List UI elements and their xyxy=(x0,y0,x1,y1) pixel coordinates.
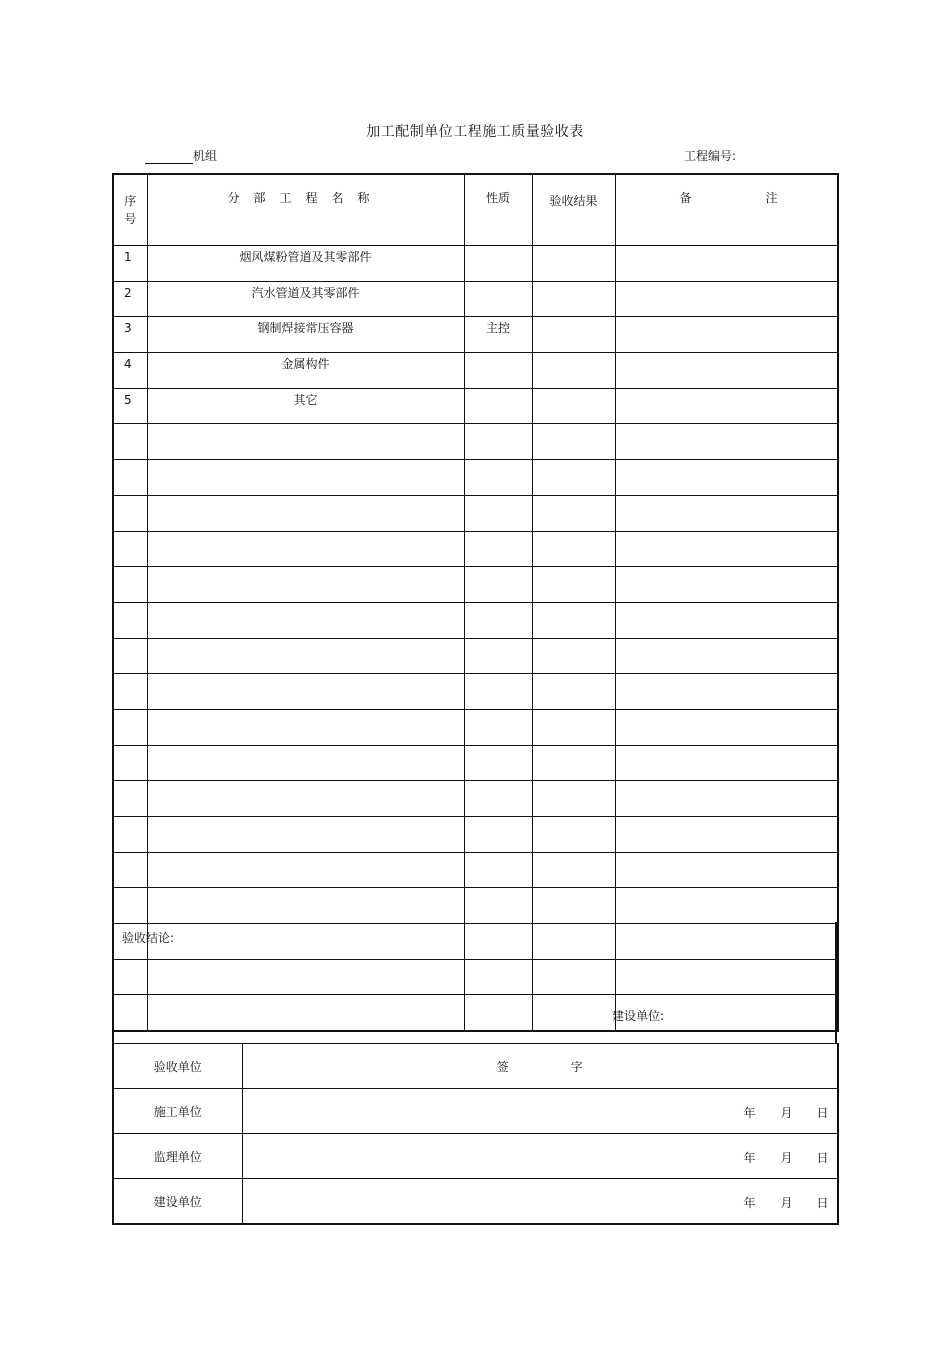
row-name[interactable]: 其它 xyxy=(147,388,464,424)
row-seq[interactable] xyxy=(113,674,147,710)
row-result[interactable] xyxy=(532,388,615,424)
signature-col1-header: 验收单位 xyxy=(113,1044,242,1089)
row-remark[interactable] xyxy=(615,888,838,924)
signature-row xyxy=(113,1134,838,1179)
date-year: 年 xyxy=(743,1196,756,1210)
unit-suffix: 机组 xyxy=(193,149,218,163)
row-remark[interactable] xyxy=(615,495,838,531)
conclusion-label: 验收结论: xyxy=(122,931,175,945)
row-remark[interactable] xyxy=(615,817,838,853)
date-day: 日 xyxy=(816,1196,829,1210)
table-row xyxy=(113,531,838,567)
table-row xyxy=(113,745,838,781)
page-title: 加工配制单位工程施工质量验收表 xyxy=(366,124,584,140)
row-seq[interactable] xyxy=(113,531,147,567)
row-seq[interactable] xyxy=(113,638,147,674)
row-property[interactable] xyxy=(464,888,532,924)
header-seq-line2: 号 xyxy=(124,212,137,226)
row-result[interactable] xyxy=(532,745,615,781)
row-result[interactable] xyxy=(532,638,615,674)
row-result[interactable] xyxy=(532,424,615,460)
row-seq[interactable]: 5 xyxy=(113,388,147,424)
row-seq[interactable] xyxy=(113,424,147,460)
row-result[interactable] xyxy=(532,317,615,353)
signature-row xyxy=(113,1179,838,1225)
project-number-label: 工程编号: xyxy=(684,149,737,163)
row-name[interactable] xyxy=(147,781,464,817)
row-property[interactable] xyxy=(464,709,532,745)
row-result[interactable] xyxy=(532,567,615,603)
inspection-table xyxy=(112,173,839,1032)
row-property[interactable] xyxy=(464,281,532,317)
row-result[interactable] xyxy=(532,495,615,531)
row-result[interactable] xyxy=(532,852,615,888)
unit-blank-line[interactable] xyxy=(145,147,193,164)
signature-header-1: 签 xyxy=(496,1059,509,1074)
row-seq[interactable]: 4 xyxy=(113,353,147,389)
row-remark[interactable] xyxy=(615,745,838,781)
row-property[interactable] xyxy=(464,531,532,567)
row-property[interactable] xyxy=(464,674,532,710)
row-remark[interactable] xyxy=(615,709,838,745)
row-name[interactable]: 烟风煤粉管道及其零部件 xyxy=(147,246,464,282)
row-property[interactable] xyxy=(464,852,532,888)
row-seq[interactable] xyxy=(113,888,147,924)
header-remark-1: 备 xyxy=(679,191,692,205)
row-property[interactable] xyxy=(464,817,532,853)
signature-col2-header xyxy=(242,1044,838,1089)
table-row xyxy=(113,674,838,710)
row-remark[interactable] xyxy=(615,246,838,282)
row-property[interactable] xyxy=(464,388,532,424)
row-property[interactable] xyxy=(464,495,532,531)
table-row xyxy=(113,424,838,460)
table-row xyxy=(113,567,838,603)
row-name[interactable] xyxy=(147,745,464,781)
row-name[interactable] xyxy=(147,852,464,888)
row-seq[interactable] xyxy=(113,709,147,745)
row-property[interactable] xyxy=(464,460,532,496)
row-name[interactable] xyxy=(147,709,464,745)
row-seq[interactable]: 3 xyxy=(113,317,147,353)
row-seq[interactable] xyxy=(113,567,147,603)
row-remark[interactable] xyxy=(615,638,838,674)
conclusion-box[interactable] xyxy=(112,922,837,1044)
table-row xyxy=(113,317,838,353)
row-seq[interactable] xyxy=(113,817,147,853)
row-remark[interactable] xyxy=(615,852,838,888)
row-name[interactable] xyxy=(147,567,464,603)
table-row xyxy=(113,388,838,424)
row-remark[interactable] xyxy=(615,460,838,496)
unit-field xyxy=(145,147,217,164)
date-month: 月 xyxy=(780,1106,793,1120)
date-month: 月 xyxy=(780,1151,793,1165)
signature-unit-label: 建设单位 xyxy=(113,1179,242,1225)
date-year: 年 xyxy=(743,1151,756,1165)
signature-header-row xyxy=(113,1044,838,1089)
row-seq[interactable] xyxy=(113,745,147,781)
row-seq[interactable] xyxy=(113,602,147,638)
row-name[interactable] xyxy=(147,638,464,674)
header-name: 分部工程名称 xyxy=(147,174,464,246)
table-row xyxy=(113,281,838,317)
row-property[interactable] xyxy=(464,638,532,674)
row-result[interactable] xyxy=(532,709,615,745)
row-name[interactable] xyxy=(147,424,464,460)
date-day: 日 xyxy=(816,1151,829,1165)
conclusion-owner-label: 建设单位: xyxy=(612,1009,665,1023)
row-property[interactable] xyxy=(464,353,532,389)
header-result: 验收结果 xyxy=(532,174,615,246)
row-property[interactable] xyxy=(464,745,532,781)
row-seq[interactable] xyxy=(113,460,147,496)
row-result[interactable] xyxy=(532,602,615,638)
row-result[interactable] xyxy=(532,281,615,317)
table-row xyxy=(113,353,838,389)
row-name[interactable] xyxy=(147,460,464,496)
row-remark[interactable] xyxy=(615,567,838,603)
row-seq[interactable]: 2 xyxy=(113,281,147,317)
row-remark[interactable] xyxy=(615,602,838,638)
row-name[interactable]: 汽水管道及其零部件 xyxy=(147,281,464,317)
row-name[interactable]: 钢制焊接常压容器 xyxy=(147,317,464,353)
signature-cell[interactable] xyxy=(242,1134,838,1179)
row-name[interactable] xyxy=(147,674,464,710)
signature-unit-label: 监理单位 xyxy=(113,1134,242,1179)
row-property[interactable] xyxy=(464,602,532,638)
row-result[interactable] xyxy=(532,353,615,389)
row-name[interactable] xyxy=(147,602,464,638)
row-name[interactable] xyxy=(147,531,464,567)
table-row xyxy=(113,495,838,531)
table-row xyxy=(113,602,838,638)
header-remark-2: 注 xyxy=(765,191,778,205)
row-remark[interactable] xyxy=(615,781,838,817)
signature-row xyxy=(113,1089,838,1134)
signature-header-2: 字 xyxy=(570,1059,583,1074)
row-property[interactable] xyxy=(464,781,532,817)
date-month: 月 xyxy=(780,1196,793,1210)
row-property[interactable]: 主控 xyxy=(464,317,532,353)
header-remark xyxy=(615,174,838,246)
header-seq xyxy=(113,174,147,246)
row-property[interactable] xyxy=(464,424,532,460)
row-seq[interactable] xyxy=(113,495,147,531)
header-seq-line1: 序 xyxy=(124,194,137,208)
row-property[interactable] xyxy=(464,567,532,603)
row-remark[interactable] xyxy=(615,281,838,317)
table-row xyxy=(113,852,838,888)
table-row xyxy=(113,709,838,745)
row-seq[interactable] xyxy=(113,781,147,817)
row-result[interactable] xyxy=(532,674,615,710)
row-property[interactable] xyxy=(464,246,532,282)
table-header-row xyxy=(113,174,838,246)
signature-cell[interactable] xyxy=(242,1089,838,1134)
row-result[interactable] xyxy=(532,460,615,496)
row-name[interactable]: 金属构件 xyxy=(147,353,464,389)
row-name[interactable] xyxy=(147,495,464,531)
signature-unit-label: 施工单位 xyxy=(113,1089,242,1134)
table-row xyxy=(113,781,838,817)
row-name[interactable] xyxy=(147,817,464,853)
row-seq[interactable] xyxy=(113,852,147,888)
table-row xyxy=(113,817,838,853)
row-seq[interactable]: 1 xyxy=(113,246,147,282)
row-result[interactable] xyxy=(532,888,615,924)
row-remark[interactable] xyxy=(615,353,838,389)
row-result[interactable] xyxy=(532,781,615,817)
row-name[interactable] xyxy=(147,888,464,924)
signature-table xyxy=(112,1043,839,1225)
row-result[interactable] xyxy=(532,531,615,567)
table-row xyxy=(113,638,838,674)
signature-cell[interactable] xyxy=(242,1179,838,1225)
row-remark[interactable] xyxy=(615,674,838,710)
row-remark[interactable] xyxy=(615,317,838,353)
header-property: 性质 xyxy=(464,174,532,246)
row-result[interactable] xyxy=(532,246,615,282)
date-day: 日 xyxy=(816,1106,829,1120)
table-row xyxy=(113,246,838,282)
row-result[interactable] xyxy=(532,817,615,853)
table-row xyxy=(113,888,838,924)
row-remark[interactable] xyxy=(615,388,838,424)
row-remark[interactable] xyxy=(615,424,838,460)
row-remark[interactable] xyxy=(615,531,838,567)
table-row xyxy=(113,460,838,496)
date-year: 年 xyxy=(743,1106,756,1120)
